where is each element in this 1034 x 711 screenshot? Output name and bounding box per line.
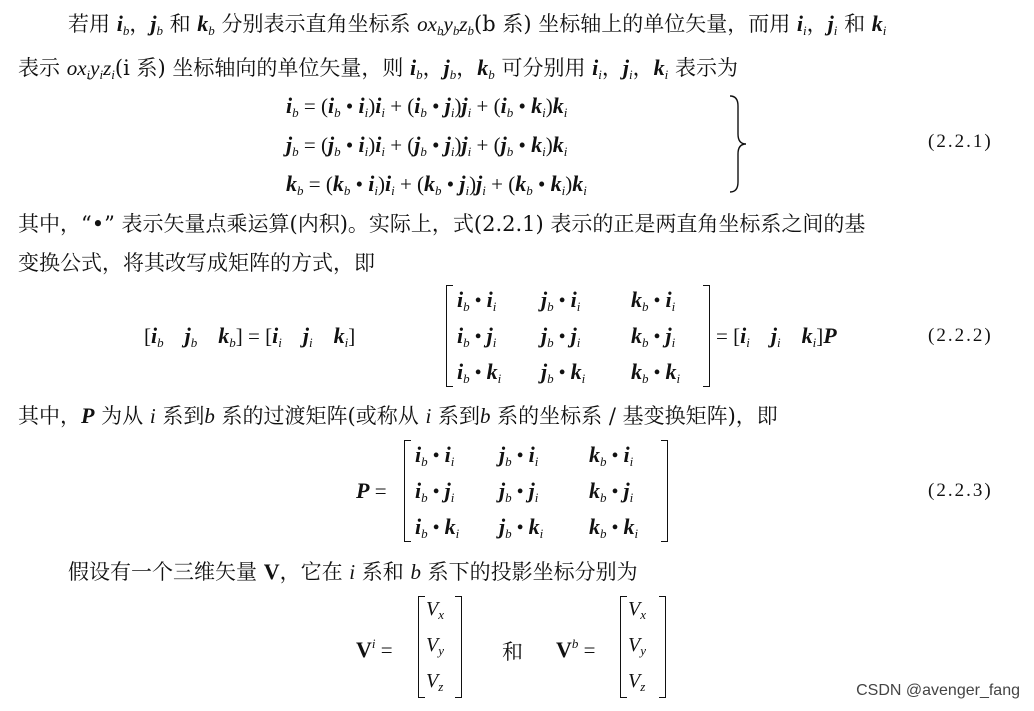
equation-row-1: ib = (ib • ii)ii + (ib • ji)ji + (ib • ki)ki [286,93,568,120]
right-brace [728,94,748,194]
matrix-222: $i_b$ • $i_i$ $j_b$ • $i_i$ $k_b$ • $i_i$ $i_b$ • $j_i$ $j_b$ • $j_i$ $k_b$ • $j_i$ $i_b$ • $k_i$ $j_b$ • $k_i$ $k_b$ • $k_i$ [446,285,710,387]
matrix-223: $i_b$ • $i_i$ $j_b$ • $i_i$ $k_b$ • $i_i$ $i_b$ • $j_i$ $j_b$ • $j_i$ $k_b$ • $j_i$ $i_b$ • $k_i$ $j_b$ • $k_i$ $k_b$ • $k_i$ [404,440,668,542]
vector-vb-left: $V^b$ = [556,636,596,662]
equation-223-left: P = [356,478,387,503]
para3-line: 其中，P 为从 i 系到b 系的过渡矩阵(或称从 i 系到b 系的坐标系 / 基变换矩阵)，即 [18,403,778,428]
para2-line2: 变换公式，将其改写成矩阵的方式，即 [18,251,375,275]
equation-tag-222: (2.2.2) [928,325,993,346]
watermark: CSDN @avenger_fang [856,682,1020,699]
para1-line2: 表示 oxiyizi(i 系) 坐标轴向的单位矢量，则 ib，jb，kb 可分别用 ii，ji，ki 表示为 [18,55,738,82]
vector-vi: $V_x$ $V_y$ $V_z$ [418,596,462,698]
vector-vb: $V_x$ $V_y$ $V_z$ [620,596,666,698]
equation-row-2: jb = (jb • ii)ii + (jb • ji)ji + (jb • ki)ki [286,132,568,159]
para4-line: 假设有一个三维矢量 V，它在 i 系和 b 系下的投影坐标分别为 [68,559,638,584]
equation-222-left: [ib jb kb] = [ii ji ki] [144,323,356,350]
equation-222-right: = [ii ji ki]P [716,323,837,350]
and-word: 和 [502,640,523,664]
para2-line1: 其中，“•” 表示矢量点乘运算(内积)。实际上，式(2.2.1) 表示的正是两直角坐标系之间的基 [18,212,866,236]
para1-line1: 若用 ib，jb 和 kb 分别表示直角坐标系 oxbybzb(b 系) 坐标轴上的单位矢量，而用 ii，ji 和 ki [68,11,887,38]
equation-row-3: kb = (kb • ii)ii + (kb • ji)ji + (kb • ki)ki [286,171,587,198]
vector-vi-left: $V^i$ = [356,636,393,662]
equation-tag-221: (2.2.1) [928,131,993,152]
equation-tag-223: (2.2.3) [928,480,993,501]
